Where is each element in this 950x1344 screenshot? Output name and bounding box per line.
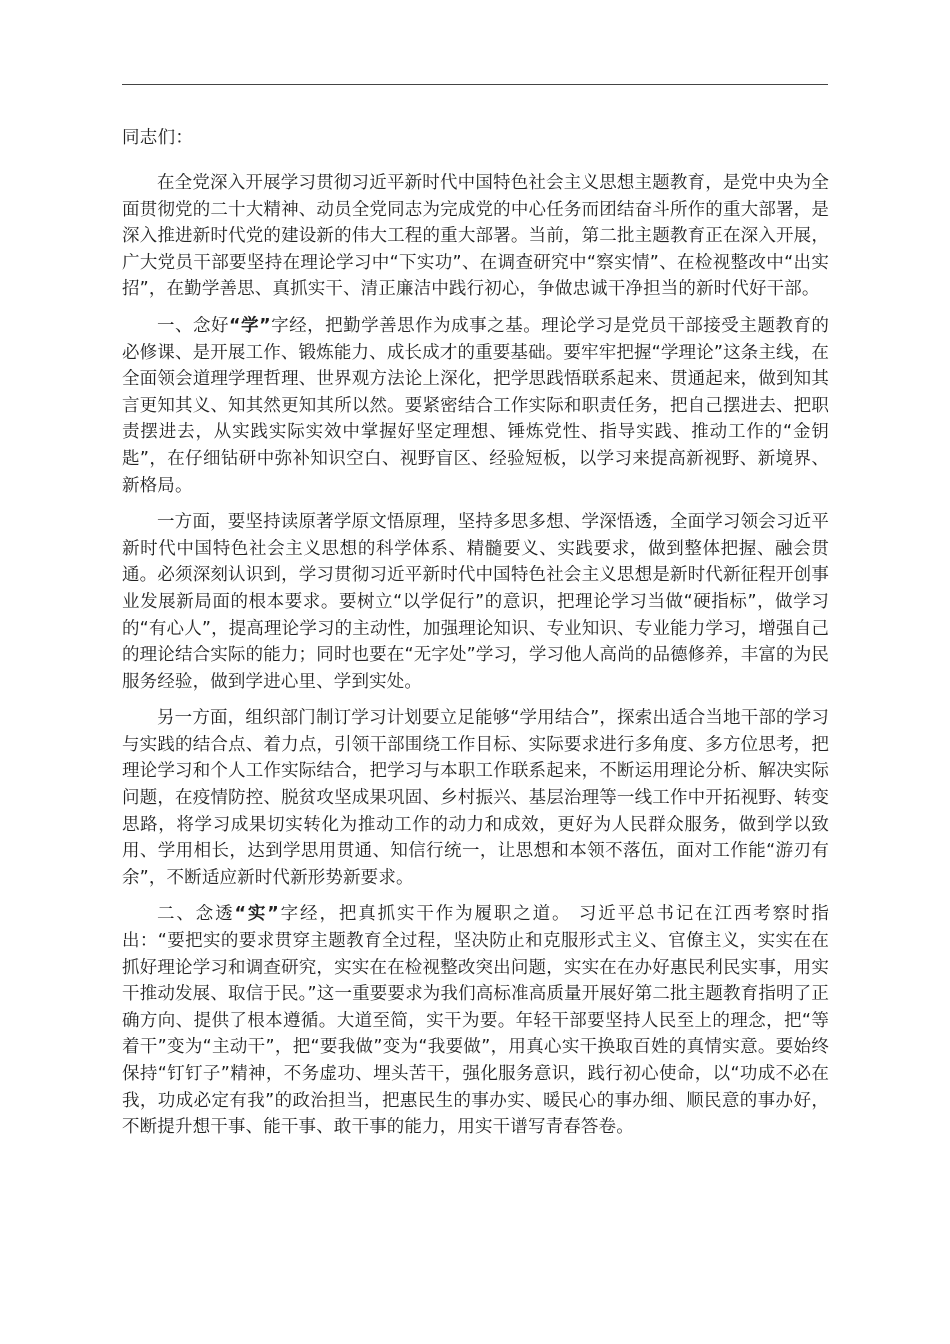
intro-paragraph: 在全党深入开展学习贯彻习近平新时代中国特色社会主义思想主题教育，是党中央为全面贯彻党的二十大精神、动员全党同志为完成党的中心任务而团结奋斗所作的重大部署，是深入推进新时代党的建设新的伟大工程的重大部署。当前，第二批主题教育正在深入开展，广大党员干部要坚持在理论学习中“下实功”、在调查研究中“察实情”、在检视整改中“出实招”，在勤学善思、真抓实干、清正廉洁中践行初心，争做忠诚干净担当的新时代好干部。 — [122, 173, 829, 300]
one-hand-paragraph: 一方面，要坚持读原著学原文悟原理，坚持多思多想、学深悟透，全面学习领会习近平新时代中国特色社会主义思想的科学体系、精髓要义、实践要求，做到整体把握、融会贯通。必须深刻认识到，学习贯彻习近平新时代中国特色社会主义思想是新时代新征程开创事业发展新局面的根本要求。要树立“以学促行”的意识，把理论学习当做“硬指标”，做学习的“有心人”，提高理论学习的主动性，加强理论知识、专业知识、专业能力学习，增强自己的理论结合实际的能力；同时也要在“无字处”学习，学习他人高尚的品德修养，丰富的为民服务经验，做到学进心里、学到实处。 — [122, 512, 829, 692]
section-two-keyword: “实” — [234, 904, 279, 925]
section-one-body: 理论学习是党员干部接受主题教育的必修课、是开展工作、锻炼能力、成长成才的重要基础。要牢牢把握“学理论”这条主线，在全面领会道理学理哲理、世界观方法论上深化，把学思践悟联系起来、贯通起来，做到知其言更知其义、知其然更知其所以然。要紧密结合工作实际和职责任务，把自己摆进去、把职责摆进去，从实践实际实效中掌握好坚定理想、锤炼党性、指导实践、推动工作的“金钥匙”，在仔细钻研中弥补知识空白、视野盲区、经验短板，以学习来提高新视野、新境界、新格局。 — [122, 315, 830, 496]
section-two-lead-before: 二、念透 — [157, 904, 235, 925]
section-one-paragraph — [122, 313, 829, 499]
document-body — [122, 124, 829, 1151]
section-one-keyword: “学” — [229, 315, 271, 336]
section-two-paragraph — [122, 901, 829, 1140]
section-one-lead-after: 字经，把勤学善思作为成事之基。 — [270, 315, 542, 336]
other-hand-paragraph: 另一方面，组织部门制订学习计划要立足能够“学用结合”，探索出适合当地干部的学习与实践的结合点、着力点，引领干部围绕工作目标、实际要求进行多角度、多方位思考，把理论学习和个人工作实际结合，把学习与本职工作联系起来，不断运用理论分析、解决实际问题，在疫情防控、脱贫攻坚成果巩固、乡村振兴、基层治理等一线工作中开拓视野、转变思路，将学习成果切实转化为推动工作的动力和成效，更好为人民群众服务，做到学以致用、学用相长，达到学思用贯通、知信行统一，让思想和本领不落伍，面对工作能“游刃有余”，不断适应新时代新形势新要求。 — [122, 708, 829, 888]
section-one-lead-before: 一、念好 — [157, 315, 230, 336]
salutation: 同志们： — [122, 128, 194, 148]
section-two-body: 习近平总书记在江西考察时指出：“要把实的要求贯穿主题教育全过程，坚决防止和克服形式主义、官僚主义，实实在在抓好理论学习和调查研究，实实在在检视整改突出问题，实实在在办好惠民利民实事，用实干推动发展、取信于民。”这一重要要求为我们高标准高质量开展好第二批主题教育指明了正确方向、提供了根本遵循。大道至简，实干为要。年轻干部要坚持人民至上的理念，把“等着干”变为“主动干”，把“要我做”变为“我要做”，用真心实干换取百姓的真情实意。要始终保持“钉钉子”精神，不务虚功、埋头苦干，强化服务意识，践行初心使命，以“功成不必在我，功成必定有我”的政治担当，把惠民生的事办实、暖民心的事办细、顺民意的事办好，不断提升想干事、能干事、敢干事的能力，用实干谱写青春答卷。 — [122, 904, 830, 1138]
header-divider — [122, 84, 828, 85]
section-two-lead-after: 字经，把真抓实干作为履职之道。 — [278, 904, 572, 925]
